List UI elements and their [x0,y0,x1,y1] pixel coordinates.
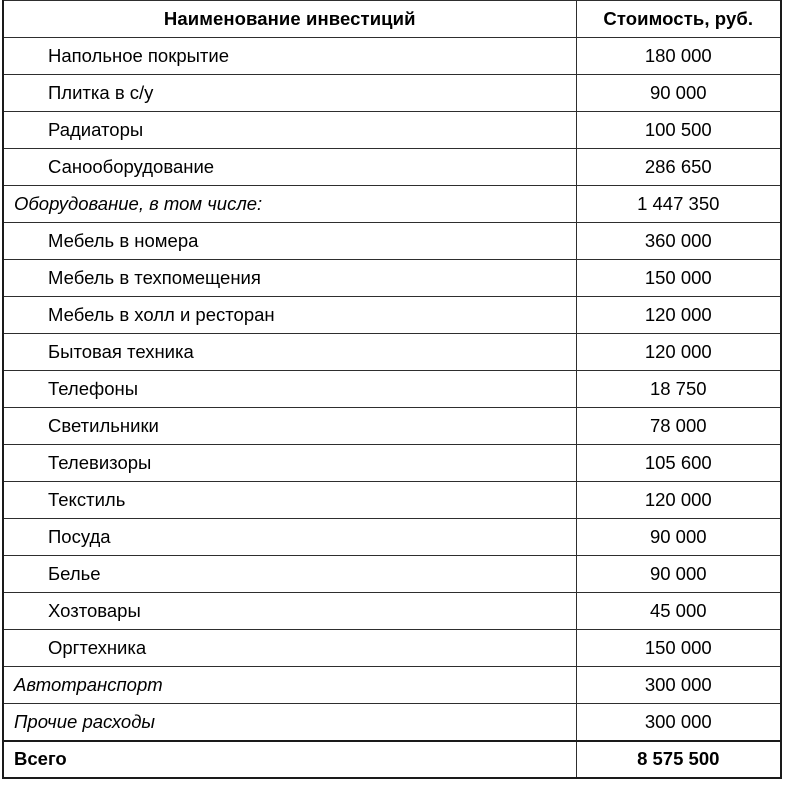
cell-investment-name: Текстиль [3,482,576,519]
cell-investment-value: 300 000 [576,667,781,704]
cell-investment-value: 90 000 [576,519,781,556]
table-row [3,38,781,75]
cell-investment-name: Радиаторы [3,112,576,149]
cell-investment-value: 286 650 [576,149,781,186]
table-row [3,112,781,149]
cell-investment-value: 120 000 [576,297,781,334]
cell-investment-value: 45 000 [576,593,781,630]
table-row [3,334,781,371]
table-body [3,38,781,778]
table-row [3,741,781,778]
table-row [3,371,781,408]
cell-investment-name: Санооборудование [3,149,576,186]
column-header-value: Стоимость, руб. [576,1,781,38]
cell-investment-value: 105 600 [576,445,781,482]
table-row [3,445,781,482]
cell-investment-name: Посуда [3,519,576,556]
cell-investment-name: Телефоны [3,371,576,408]
table-row [3,519,781,556]
cell-investment-name: Всего [3,741,576,778]
cell-investment-value: 300 000 [576,704,781,741]
table-row [3,186,781,223]
table-header [3,1,781,38]
table-row [3,593,781,630]
cell-investment-name: Мебель в номера [3,223,576,260]
cell-investment-value: 120 000 [576,482,781,519]
table-header-row [3,1,781,38]
cell-investment-value: 120 000 [576,334,781,371]
table-row [3,75,781,112]
cell-investment-value: 90 000 [576,75,781,112]
cell-investment-name: Белье [3,556,576,593]
cell-investment-value: 100 500 [576,112,781,149]
cell-investment-value: 18 750 [576,371,781,408]
cell-investment-value: 8 575 500 [576,741,781,778]
cell-investment-name: Автотранспорт [3,667,576,704]
table-row [3,667,781,704]
cell-investment-name: Оргтехника [3,630,576,667]
cell-investment-name: Мебель в холл и ресторан [3,297,576,334]
cell-investment-name: Прочие расходы [3,704,576,741]
cell-investment-value: 150 000 [576,630,781,667]
cell-investment-name: Плитка в с/у [3,75,576,112]
cell-investment-name: Светильники [3,408,576,445]
table-row [3,408,781,445]
table-row [3,482,781,519]
cell-investment-value: 180 000 [576,38,781,75]
table-row [3,704,781,741]
cell-investment-value: 78 000 [576,408,781,445]
cell-investment-name: Бытовая техника [3,334,576,371]
cell-investment-name: Хозтовары [3,593,576,630]
column-header-name: Наименование инвестиций [3,1,576,38]
cell-investment-name: Оборудование, в том числе: [3,186,576,223]
cell-investment-name: Мебель в техпомещения [3,260,576,297]
table-row [3,556,781,593]
cell-investment-value: 360 000 [576,223,781,260]
table-row [3,297,781,334]
cell-investment-name: Напольное покрытие [3,38,576,75]
investments-table [2,0,782,779]
table-row [3,223,781,260]
cell-investment-value: 1 447 350 [576,186,781,223]
table-row [3,260,781,297]
cell-investment-value: 90 000 [576,556,781,593]
table-row [3,149,781,186]
table-row [3,630,781,667]
cell-investment-value: 150 000 [576,260,781,297]
cell-investment-name: Телевизоры [3,445,576,482]
